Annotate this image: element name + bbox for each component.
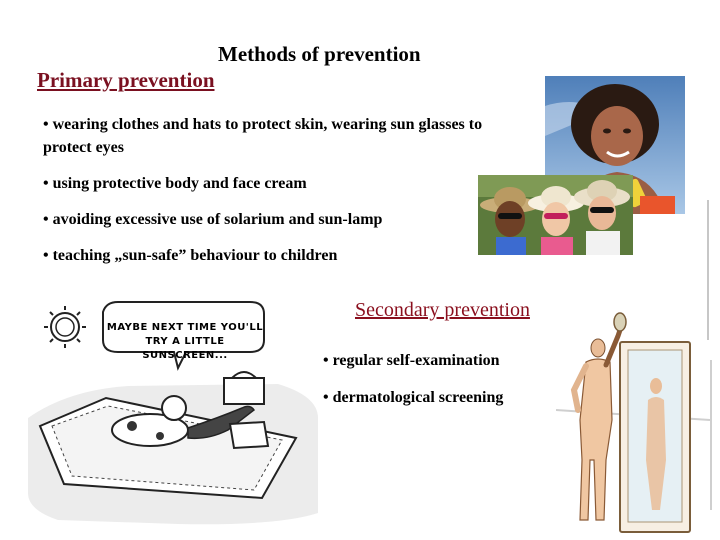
sun-icon — [44, 306, 86, 348]
sunburn-cartoon — [28, 298, 328, 528]
primary-bullet-solarium: • avoiding excessive use of solarium and sun-lamp — [43, 211, 383, 228]
slide-title: Methods of prevention — [218, 42, 421, 66]
primary-prevention-heading: Primary prevention — [37, 68, 215, 92]
primary-bullet-children: • teaching „sun-safe” behaviour to children — [43, 247, 338, 264]
secondary-bullet-screening: • dermatological screening — [323, 389, 504, 406]
cartoon-speech-bubble — [106, 321, 264, 363]
right-edge-line — [707, 200, 709, 340]
right-edge-line-lower — [710, 360, 712, 510]
children-hats-photo — [478, 175, 633, 255]
mirror-self-exam-illustration — [556, 310, 710, 535]
primary-bullet-clothes: • wearing clothes and hats to protect skin, wearing sun glasses to protect eyes — [43, 116, 483, 156]
primary-bullet-cream: • using protective body and face cream — [43, 175, 307, 192]
secondary-prevention-heading: Secondary prevention — [355, 299, 530, 321]
secondary-bullet-self-exam: • regular self-examination — [323, 352, 500, 369]
speech-line-1: MAYBE NEXT TIME YOU'LL — [106, 322, 264, 333]
speech-line-2: TRY A LITTLE SUNSCREEN... — [142, 336, 228, 361]
